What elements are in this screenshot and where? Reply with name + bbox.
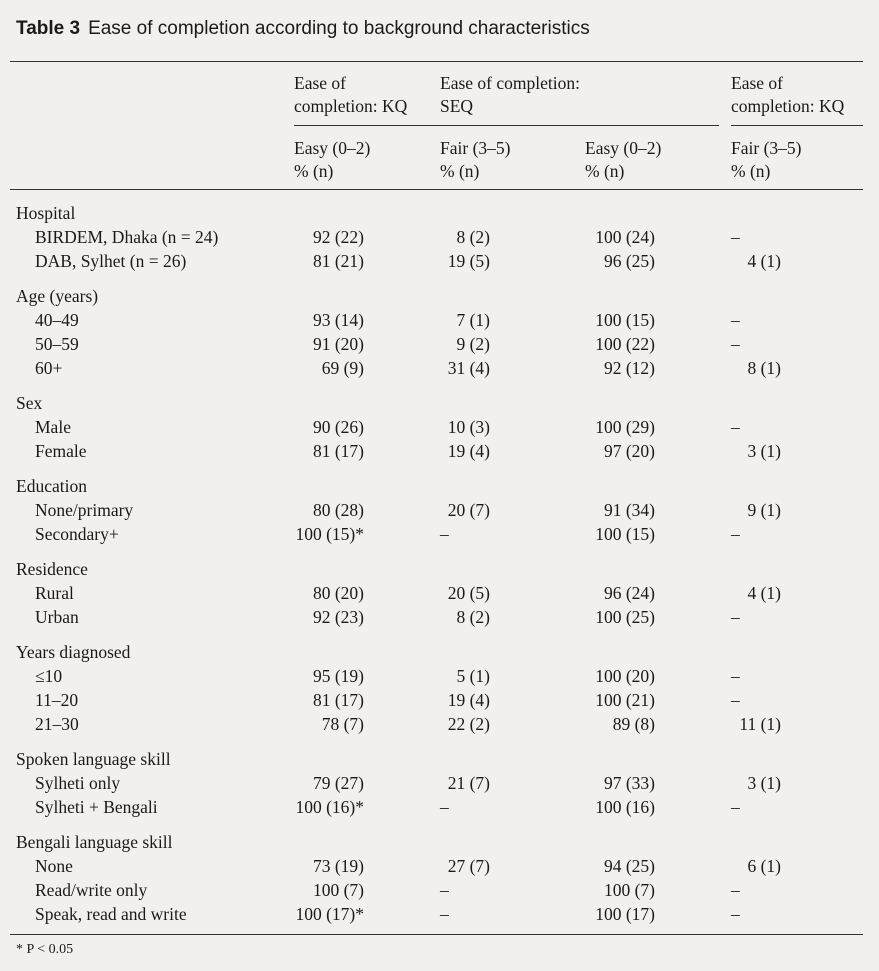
- cell-col-3: 100 (22): [595, 334, 655, 354]
- cell-col-1: 78 (7): [321, 714, 364, 734]
- cell-col-1: 100 (15)*: [295, 524, 364, 544]
- cell-col-2: 20 (5): [447, 583, 490, 603]
- cell-col-4: –: [731, 334, 740, 354]
- table-caption: Ease of completion according to background characteristics: [88, 18, 590, 39]
- group-header-row: [0, 391, 879, 415]
- cell-col-4: –: [731, 666, 740, 686]
- cell-col-1: 81 (21): [312, 251, 364, 271]
- row-label: ≤10: [35, 666, 63, 686]
- cell-col-3: 100 (20): [595, 666, 655, 686]
- group-header-row: [0, 284, 879, 308]
- cell-col-3: 97 (20): [603, 441, 655, 461]
- cell-col-4: 9 (1): [747, 500, 781, 520]
- group-label: Spoken language skill: [16, 749, 171, 769]
- header-subrule-left: [294, 125, 719, 126]
- table-row: [0, 771, 879, 795]
- table-row: [0, 522, 879, 546]
- cell-col-2: 19 (5): [447, 251, 490, 271]
- row-label: 40–49: [35, 310, 79, 330]
- cell-col-1: 91 (20): [312, 334, 364, 354]
- cell-col-2: 31 (4): [447, 358, 490, 378]
- cell-col-3: 100 (24): [595, 227, 655, 247]
- cell-col-2: 19 (4): [447, 690, 490, 710]
- table-row: [0, 688, 879, 712]
- cell-col-1: 90 (26): [312, 417, 364, 437]
- group-spacer: [0, 546, 879, 557]
- cell-col-1: 80 (20): [312, 583, 364, 603]
- table-row: [0, 581, 879, 605]
- row-label: Male: [35, 417, 71, 437]
- cell-col-3: 96 (24): [603, 583, 655, 603]
- group-spacer: [0, 629, 879, 640]
- row-label: 21–30: [35, 714, 79, 734]
- cell-col-2: 21 (7): [447, 773, 490, 793]
- cell-col-3: 92 (12): [603, 358, 655, 378]
- cell-col-3: 100 (15): [595, 524, 655, 544]
- cell-col-1: 79 (27): [312, 773, 364, 793]
- cell-col-4: –: [731, 310, 740, 330]
- cell-col-1: 80 (28): [312, 500, 364, 520]
- table-row: [0, 356, 879, 380]
- cell-col-4: –: [731, 524, 740, 544]
- col-header-1: Easy (0–2) % (n): [294, 138, 371, 181]
- cell-col-4: 3 (1): [747, 773, 781, 793]
- header-group3: Ease of completion: KQ: [731, 73, 845, 116]
- cell-col-4: –: [731, 690, 740, 710]
- cell-col-2: 5 (1): [456, 666, 490, 686]
- cell-col-3: 100 (15): [595, 310, 655, 330]
- cell-col-4: 11 (1): [739, 714, 781, 734]
- cell-col-4: –: [731, 417, 740, 437]
- cell-col-4: –: [731, 904, 740, 924]
- group-header-row: [0, 201, 879, 225]
- group-label: Hospital: [16, 203, 76, 223]
- cell-col-3: 91 (34): [603, 500, 655, 520]
- group-spacer: [0, 463, 879, 474]
- cell-col-2: –: [440, 524, 449, 544]
- table-row: [0, 308, 879, 332]
- row-label: BIRDEM, Dhaka (n = 24): [35, 227, 219, 247]
- table-row: [0, 249, 879, 273]
- group-spacer: [0, 273, 879, 284]
- cell-col-1: 69 (9): [321, 358, 364, 378]
- group-header-row: [0, 830, 879, 854]
- table-row: [0, 664, 879, 688]
- row-label: Speak, read and write: [35, 904, 187, 924]
- cell-col-2: –: [440, 797, 449, 817]
- cell-col-4: 4 (1): [747, 251, 781, 271]
- cell-col-1: 92 (22): [312, 227, 364, 247]
- col-header-3: Easy (0–2) % (n): [585, 138, 662, 181]
- group-header-row: [0, 557, 879, 581]
- row-label: Sylheti only: [35, 773, 121, 793]
- table-row: [0, 795, 879, 819]
- row-label: Read/write only: [35, 880, 148, 900]
- cell-col-2: 27 (7): [447, 856, 490, 876]
- cell-col-3: 100 (7): [603, 880, 655, 900]
- footnote: [16, 942, 73, 958]
- cell-col-2: –: [440, 904, 449, 924]
- table-row: [0, 225, 879, 249]
- group-header-row: [0, 747, 879, 771]
- cell-col-1: 95 (19): [312, 666, 364, 686]
- row-label: None: [35, 856, 73, 876]
- col-header-2: Fair (3–5) % (n): [440, 138, 511, 181]
- row-label: None/primary: [35, 500, 134, 520]
- table-row: [0, 854, 879, 878]
- header-bottom-rule: [10, 189, 863, 190]
- top-rule: [10, 61, 863, 62]
- cell-col-1: 81 (17): [312, 690, 364, 710]
- row-label: Urban: [35, 607, 79, 627]
- row-label: Female: [35, 441, 87, 461]
- cell-col-1: 100 (16)*: [295, 797, 364, 817]
- group-label: Education: [16, 476, 87, 496]
- row-label: Sylheti + Bengali: [35, 797, 158, 817]
- row-label: Secondary+: [35, 524, 119, 544]
- group-label: Residence: [16, 559, 88, 579]
- cell-col-1: 100 (7): [312, 880, 364, 900]
- cell-col-1: 81 (17): [312, 441, 364, 461]
- table-row: [0, 878, 879, 902]
- table-body: [0, 201, 879, 926]
- table-title: [16, 18, 590, 40]
- group-label: Bengali language skill: [16, 832, 173, 852]
- cell-col-1: 100 (17)*: [295, 904, 364, 924]
- group-spacer: [0, 819, 879, 830]
- row-label: DAB, Sylhet (n = 26): [35, 251, 187, 271]
- group-spacer: [0, 736, 879, 747]
- group-spacer: [0, 380, 879, 391]
- cell-col-2: 9 (2): [456, 334, 490, 354]
- table-row: [0, 902, 879, 926]
- header-group2: Ease of completion: SEQ: [440, 73, 580, 116]
- cell-col-3: 100 (16): [595, 797, 655, 817]
- table-row: [0, 712, 879, 736]
- group-header-row: [0, 640, 879, 664]
- cell-col-2: 10 (3): [447, 417, 490, 437]
- group-label: Sex: [16, 393, 43, 413]
- cell-col-1: 73 (19): [312, 856, 364, 876]
- cell-col-4: 4 (1): [747, 583, 781, 603]
- table-row: [0, 605, 879, 629]
- cell-col-3: 100 (21): [595, 690, 655, 710]
- table-number: Table 3: [16, 18, 81, 39]
- cell-col-3: 94 (25): [603, 856, 655, 876]
- cell-col-4: –: [731, 607, 740, 627]
- row-label: Rural: [35, 583, 74, 603]
- row-label: 11–20: [35, 690, 79, 710]
- footnote-text: * P < 0.05: [16, 942, 74, 957]
- cell-col-4: 3 (1): [747, 441, 781, 461]
- bottom-rule: [10, 934, 863, 935]
- cell-col-3: 100 (25): [595, 607, 655, 627]
- cell-col-1: 93 (14): [312, 310, 364, 330]
- cell-col-1: 92 (23): [312, 607, 364, 627]
- cell-col-4: –: [731, 227, 740, 247]
- table-row: [0, 498, 879, 522]
- cell-col-2: 19 (4): [447, 441, 490, 461]
- cell-col-3: 100 (29): [595, 417, 655, 437]
- col-header-4: Fair (3–5) % (n): [731, 138, 802, 181]
- cell-col-3: 89 (8): [612, 714, 655, 734]
- cell-col-2: –: [440, 880, 449, 900]
- header-subrule-right: [731, 125, 863, 126]
- cell-col-2: 8 (2): [456, 607, 490, 627]
- header-group1: Ease of completion: KQ: [294, 73, 408, 116]
- cell-col-4: –: [731, 880, 740, 900]
- row-label: 50–59: [35, 334, 79, 354]
- cell-col-3: 96 (25): [603, 251, 655, 271]
- cell-col-2: 20 (7): [447, 500, 490, 520]
- cell-col-4: 6 (1): [747, 856, 781, 876]
- cell-col-3: 97 (33): [603, 773, 655, 793]
- group-label: Age (years): [16, 286, 99, 306]
- cell-col-4: 8 (1): [747, 358, 781, 378]
- group-label: Years diagnosed: [16, 642, 131, 662]
- row-label: 60+: [35, 358, 63, 378]
- cell-col-2: 8 (2): [456, 227, 490, 247]
- cell-col-3: 100 (17): [595, 904, 655, 924]
- group-header-row: [0, 474, 879, 498]
- cell-col-2: 7 (1): [456, 310, 490, 330]
- cell-col-4: –: [731, 797, 740, 817]
- table-row: [0, 439, 879, 463]
- table-row: [0, 415, 879, 439]
- table-row: [0, 332, 879, 356]
- cell-col-2: 22 (2): [447, 714, 490, 734]
